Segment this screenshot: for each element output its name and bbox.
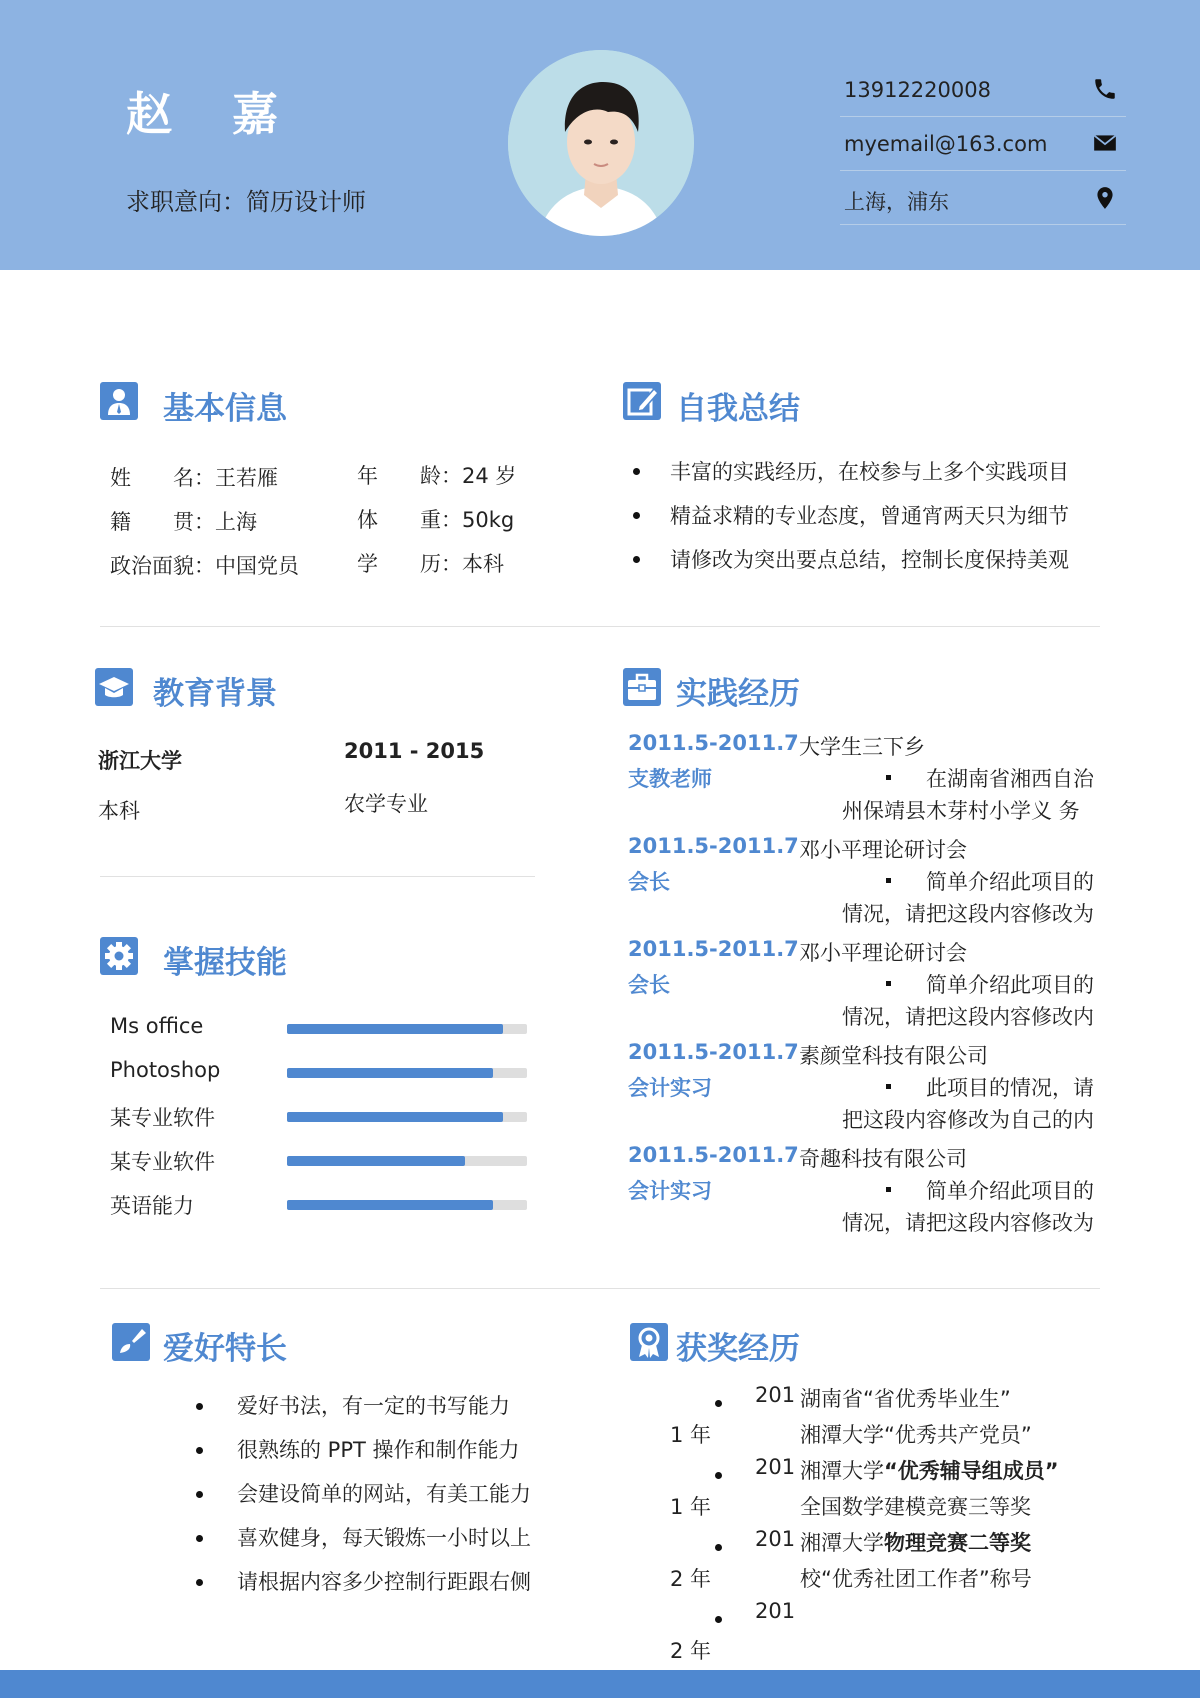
skill-name: Photoshop [110, 1058, 221, 1082]
skill-row [110, 1014, 540, 1058]
hobby-text: 很熟练的 PPT 操作和制作能力 [237, 1438, 520, 1462]
skill-bar-fill [287, 1200, 493, 1210]
contact-phone-row [840, 68, 1126, 117]
practice-org: 大学生三下乡 [799, 735, 925, 759]
bullet [715, 1472, 722, 1479]
bullet [196, 1535, 203, 1542]
bullet [196, 1491, 203, 1498]
award-year-suffix: 2 年 [670, 1567, 712, 1591]
practice-date: 2011.5-2011.7 [628, 1040, 799, 1064]
avatar-photo [508, 50, 694, 236]
basic-info-left [110, 462, 299, 594]
skill-bar-track [287, 1156, 527, 1166]
practice-desc: 简单介绍此项目的 [926, 973, 1094, 997]
bullet [886, 775, 891, 780]
job-intent: 求职意向：简历设计师 [126, 188, 366, 216]
bullet [886, 878, 891, 883]
skill-name: 英语能力 [110, 1194, 194, 1218]
hobbies-title: 爱好特长 [163, 1331, 287, 1367]
award-year-suffix: 1 年 [670, 1423, 712, 1447]
award-text [800, 1455, 1059, 1485]
practice-desc: 情况，请把这段内容修改为 [842, 1211, 1094, 1235]
award-year-suffix: 2 年 [670, 1639, 712, 1663]
edu-period: 2011 - 2015 [344, 739, 485, 763]
award-text-part: 湖南省“省优秀毕业生” [800, 1387, 1011, 1411]
footer-bar [0, 1670, 1200, 1698]
practice-desc: 把这段内容修改为自己的内 [842, 1108, 1094, 1132]
email-text: myemail@163.com [844, 132, 1048, 156]
hobby-text: 会建设简单的网站，有美工能力 [237, 1482, 531, 1506]
brush-icon [112, 1323, 150, 1361]
summary-text: 请修改为突出要点总结，控制长度保持美观 [670, 548, 1069, 572]
practice-desc: 简单介绍此项目的 [926, 1179, 1094, 1203]
location-text: 上海，浦东 [844, 190, 949, 214]
practice-item [628, 937, 1108, 1040]
awards-title: 获奖经历 [676, 1331, 800, 1367]
practice-date: 2011.5-2011.7 [628, 937, 799, 961]
practice-item [628, 731, 1108, 834]
practice-desc: 简单介绍此项目的 [926, 870, 1094, 894]
skill-bar-track [287, 1068, 527, 1078]
info-row: 年 龄：24 岁 [357, 464, 517, 488]
practice-item [628, 1040, 1108, 1143]
practice-date: 2011.5-2011.7 [628, 731, 799, 755]
bullet [886, 1084, 891, 1089]
edu-degree: 本科 [98, 799, 140, 823]
award-group [670, 1599, 1140, 1671]
section-divider [100, 626, 1100, 627]
info-row: 学 历：本科 [357, 552, 504, 576]
skill-name: 某专业软件 [110, 1106, 215, 1130]
practice-role: 支教老师 [628, 767, 712, 791]
mail-icon [1092, 130, 1118, 156]
skill-bar-track [287, 1112, 527, 1122]
practice-role: 会长 [628, 870, 670, 894]
practice-org: 素颜堂科技有限公司 [799, 1044, 988, 1068]
skill-name: Ms office [110, 1014, 204, 1038]
practice-role: 会长 [628, 973, 670, 997]
skill-row [110, 1146, 540, 1190]
practice-date: 2011.5-2011.7 [628, 1143, 799, 1167]
practice-org: 奇趣科技有限公司 [799, 1147, 967, 1171]
summary-text: 精益求精的专业态度，曾通宵两天只为细节 [670, 504, 1069, 528]
bullet [196, 1447, 203, 1454]
bullet [633, 468, 640, 475]
practice-item [628, 834, 1108, 937]
awards-list [670, 1383, 1140, 1671]
practice-desc: 在湖南省湘西自治 [926, 767, 1094, 791]
phone-icon [1092, 76, 1118, 102]
hobby-text: 喜欢健身，每天锻炼一小时以上 [237, 1526, 531, 1550]
person-icon [100, 382, 138, 420]
contact-location-row [840, 176, 1126, 225]
basic-info-title: 基本信息 [163, 391, 287, 427]
award-group [670, 1455, 1140, 1527]
skill-bar-track [287, 1200, 527, 1210]
award-year-suffix: 1 年 [670, 1495, 712, 1519]
award-year-prefix: 201 [755, 1527, 796, 1551]
skill-bar-fill [287, 1156, 465, 1166]
candidate-name: 赵 嘉 [126, 87, 301, 141]
info-row: 政治面貌：中国党员 [110, 554, 299, 578]
award-year-prefix: 201 [755, 1455, 796, 1479]
bullet [633, 556, 640, 563]
skill-bar-fill [287, 1024, 503, 1034]
award-text: 全国数学建模竞赛三等奖 [800, 1495, 1031, 1519]
graduation-cap-icon [95, 668, 133, 706]
skill-row [110, 1190, 540, 1234]
practice-title: 实践经历 [676, 676, 800, 712]
practice-desc: 此项目的情况，请 [926, 1076, 1094, 1100]
award-year-prefix: 201 [755, 1383, 796, 1407]
skills-list [110, 1014, 540, 1234]
school-name: 浙江大学 [98, 749, 182, 773]
bullet [196, 1403, 203, 1410]
skill-bar-fill [287, 1112, 503, 1122]
skills-title: 掌握技能 [163, 945, 287, 981]
practice-role: 会计实习 [628, 1076, 712, 1100]
practice-desc: 情况，请把这段内容修改为 [842, 902, 1094, 926]
skill-row [110, 1102, 540, 1146]
gear-icon [100, 937, 138, 975]
hobby-text: 请根据内容多少控制行距跟右侧 [237, 1570, 531, 1594]
award-year-prefix: 201 [755, 1599, 796, 1623]
practice-org: 邓小平理论研讨会 [799, 838, 967, 862]
award-icon [630, 1323, 668, 1361]
award-text: 湘潭大学“优秀共产党员” [800, 1423, 1032, 1447]
skill-name: 某专业软件 [110, 1150, 215, 1174]
award-text: 校“优秀社团工作者”称号 [800, 1567, 1032, 1591]
award-text [800, 1527, 1031, 1557]
education-title: 教育背景 [153, 676, 277, 712]
award-text-part: 湘潭大学 [800, 1531, 884, 1555]
practice-desc: 情况，请把这段内容修改内 [842, 1005, 1094, 1029]
contact-email-row [840, 122, 1126, 171]
skill-bar-fill [287, 1068, 493, 1078]
edit-icon [623, 382, 661, 420]
info-row: 体 重：50kg [357, 508, 515, 532]
bullet [196, 1579, 203, 1586]
hobby-text: 爱好书法，有一定的书写能力 [237, 1394, 510, 1418]
award-text [800, 1383, 1011, 1413]
edu-major: 农学专业 [344, 792, 428, 816]
summary-title: 自我总结 [676, 391, 800, 427]
skill-bar-track [287, 1024, 527, 1034]
bullet [886, 981, 891, 986]
award-group [670, 1383, 1140, 1455]
practice-role: 会计实习 [628, 1179, 712, 1203]
skill-row [110, 1058, 540, 1102]
award-text-part: 湘潭大学 [800, 1459, 884, 1483]
summary-text: 丰富的实践经历，在校参与上多个实践项目 [670, 460, 1069, 484]
bullet [715, 1400, 722, 1407]
award-text-bold: 物理竞赛二等奖 [884, 1531, 1031, 1555]
practice-date: 2011.5-2011.7 [628, 834, 799, 858]
practice-org: 邓小平理论研讨会 [799, 941, 967, 965]
award-text-bold: “优秀辅导组成员” [884, 1459, 1059, 1483]
location-pin-icon [1092, 184, 1118, 212]
basic-info-right [357, 460, 516, 592]
bullet [715, 1616, 722, 1623]
briefcase-icon [623, 668, 661, 706]
practice-item [628, 1143, 1108, 1246]
award-group [670, 1527, 1140, 1599]
info-row: 籍 贯：上海 [110, 510, 257, 534]
bullet [886, 1187, 891, 1192]
practice-desc: 州保靖县木芽村小学义 务 [842, 799, 1080, 823]
phone-text: 13912220008 [844, 78, 991, 102]
bullet [633, 512, 640, 519]
practice-list [628, 731, 1108, 1246]
section-divider [100, 876, 535, 877]
bullet [715, 1544, 722, 1551]
info-row: 姓 名：王若雁 [110, 466, 278, 490]
section-divider [100, 1288, 1100, 1289]
